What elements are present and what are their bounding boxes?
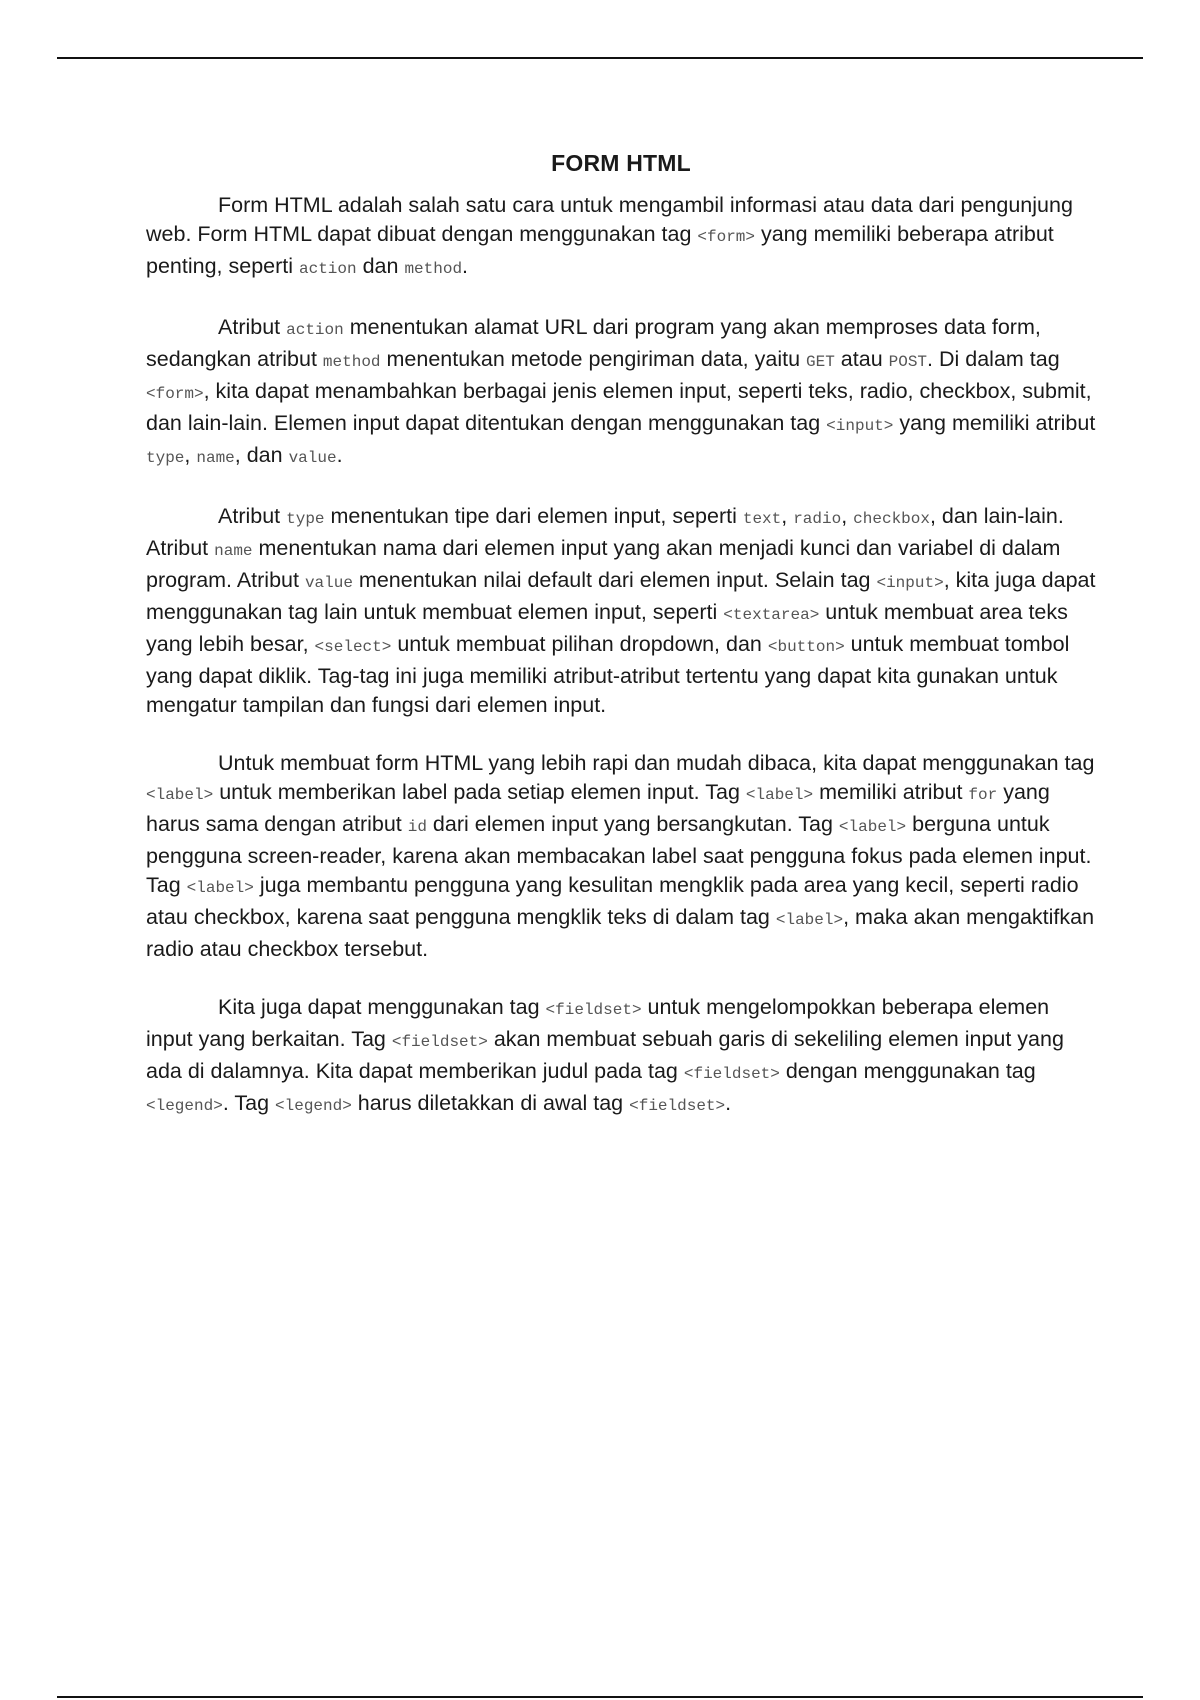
inline-code: <fieldset> (629, 1097, 726, 1115)
inline-code: value (304, 574, 353, 592)
paragraph-text: juga membantu pengguna yang kesulitan mengklik pada area yang kecil, seperti radio atau checkbox, karena saat pengguna mengklik teks di dalam tag (146, 873, 1079, 929)
inline-code: <label> (775, 911, 844, 929)
paragraph-text: menentukan metode pengiriman data, yaitu (380, 347, 807, 371)
inline-code: action (286, 321, 344, 339)
document-body (146, 146, 1096, 1150)
inline-code: <textarea> (723, 606, 820, 624)
paragraph-list (146, 191, 1096, 1121)
inline-code: <label> (186, 879, 254, 897)
paragraph-text: untuk membuat tombol yang dapat diklik. Tag-tag ini juga memiliki atribut-atribut tertentu yang dapat kita gunakan untuk mengatur tampilan dan fungsi dari elemen input. (146, 632, 1070, 717)
paragraph-text: , (841, 504, 854, 528)
paragraph-text: memiliki atribut (813, 780, 969, 804)
paragraph-text: menentukan tipe dari elemen input, seperti (324, 504, 743, 528)
paragraph-text: , (781, 504, 794, 528)
paragraph-text: menentukan nilai default dari elemen input. Selain tag (352, 568, 877, 592)
inline-code: <label> (838, 818, 907, 836)
paragraph-text: , (184, 443, 197, 467)
inline-code: <form> (146, 385, 204, 403)
inline-code: type (286, 510, 325, 528)
paragraph-text: harus diletakkan di awal tag (351, 1091, 630, 1115)
inline-code: <fieldset> (683, 1065, 780, 1083)
paragraph-text: Untuk membuat form HTML yang lebih rapi dan mudah dibaca, kita dapat menggunakan tag (218, 751, 1095, 775)
paragraph-text: . (725, 1091, 732, 1115)
paragraph-text: untuk membuat area teks yang lebih besar, (146, 600, 1068, 656)
paragraph-4 (146, 749, 1096, 964)
inline-code: POST (888, 353, 928, 371)
paragraph-text: menentukan alamat URL dari program yang akan memproses data form, sedangkan atribut (146, 315, 1041, 371)
inline-code: <legend> (275, 1097, 352, 1115)
inline-code: id (407, 818, 427, 836)
inline-code: name (196, 449, 235, 467)
paragraph-text: yang harus sama dengan atribut (146, 780, 1050, 836)
paragraph-text: Atribut (218, 315, 287, 339)
inline-code: <select> (314, 638, 392, 656)
paragraph-text: untuk membuat pilihan dropdown, dan (391, 632, 768, 656)
paragraph-text: dan (356, 254, 405, 278)
paragraph-2 (146, 313, 1096, 473)
paragraph-text: Form HTML adalah salah satu cara untuk mengambil informasi atau data dari pengunjung web. Form HTML dapat dibuat dengan menggunakan tag (146, 193, 1073, 246)
inline-code: value (288, 449, 337, 467)
paragraph-text: Kita juga dapat menggunakan tag (218, 995, 546, 1019)
paragraph-text: , dan (234, 443, 289, 467)
inline-code: name (214, 542, 253, 560)
paragraph-5 (146, 993, 1096, 1121)
inline-code: for (968, 786, 998, 804)
inline-code: GET (806, 353, 835, 371)
inline-code: action (299, 260, 357, 278)
paragraph-text: dengan menggunakan tag (779, 1059, 1036, 1083)
paragraph-text: yang memiliki beberapa atribut penting, seperti (146, 222, 1054, 278)
inline-code: <button> (767, 638, 845, 656)
paragraph-text: menentukan nama dari elemen input yang akan menjadi kunci dan variabel di dalam program. Atribut (146, 536, 1061, 592)
paragraph-text: . (336, 443, 343, 467)
paragraph-text: atau (834, 347, 889, 371)
paragraph-text: , maka akan mengaktifkan radio atau checkbox tersebut. (146, 905, 1095, 961)
inline-code: <fieldset> (391, 1033, 488, 1051)
paragraph-3 (146, 502, 1096, 720)
paragraph-text: yang memiliki atribut (893, 411, 1096, 435)
paragraph-text: , dan lain-lain. Atribut (146, 504, 1064, 560)
paragraph-text: dari elemen input yang bersangkutan. Tag (426, 812, 839, 836)
header-rule (57, 57, 1143, 59)
paragraph-text: Atribut (218, 504, 287, 528)
inline-code: <input> (876, 574, 944, 592)
inline-code: <input> (826, 417, 894, 435)
inline-code: <legend> (146, 1097, 223, 1115)
paragraph-text: akan membuat sebuah garis di sekeliling elemen input yang ada di dalamnya. Kita dapat memberikan judul pada tag (146, 1027, 1064, 1083)
inline-code: method (404, 260, 463, 278)
paragraph-text: untuk memberikan label pada setiap elemen input. Tag (213, 780, 746, 804)
inline-code: method (322, 353, 381, 371)
paragraph-text: . Di dalam tag (927, 347, 1060, 371)
paragraph-text: , kita juga dapat menggunakan tag lain untuk membuat elemen input, seperti (146, 568, 1096, 624)
paragraph-text: . (462, 254, 469, 278)
inline-code: <label> (146, 786, 214, 804)
footer-rule (57, 1696, 1143, 1698)
inline-code: type (146, 449, 185, 467)
document-title: FORM HTML (551, 150, 691, 176)
paragraph-text: berguna untuk pengguna screen-reader, karena akan membacakan label saat pengguna fokus pada elemen input. Tag (146, 812, 1092, 897)
inline-code: <label> (745, 786, 814, 804)
inline-code: <fieldset> (545, 1001, 642, 1019)
inline-code: <form> (697, 228, 755, 246)
paragraph-text: . Tag (222, 1091, 276, 1115)
paragraph-1 (146, 191, 1096, 284)
inline-code: radio (793, 510, 842, 528)
paragraph-text: untuk mengelompokkan beberapa elemen input yang berkaitan. Tag (146, 995, 1050, 1051)
inline-code: text (742, 510, 782, 528)
inline-code: checkbox (853, 510, 930, 528)
paragraph-text: , kita dapat menambahkan berbagai jenis elemen input, seperti teks, radio, checkbox, submit, dan lain-lain. Elemen input dapat ditentukan dengan menggunakan tag (146, 379, 1092, 435)
